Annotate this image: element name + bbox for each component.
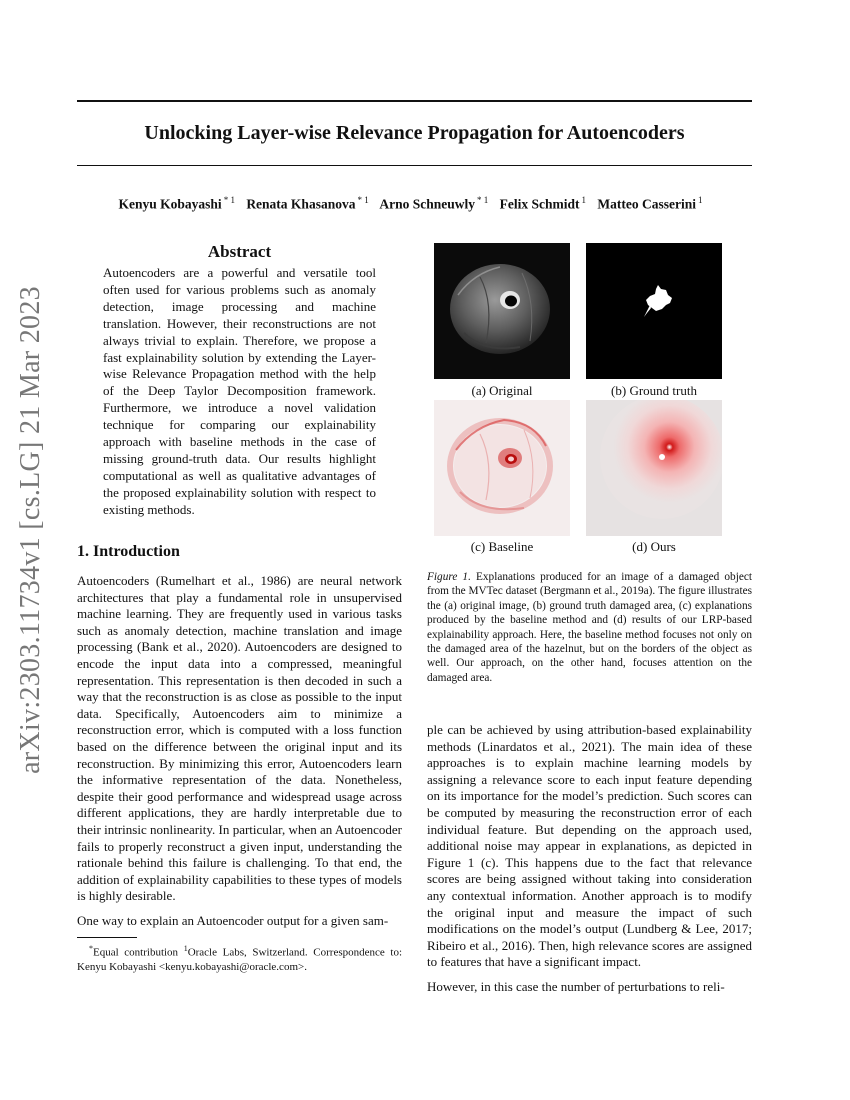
figure-caption-text: Explanations produced for an image of a damaged object from the MVTec dataset (Bergmann et al., 2019a). The figure illustrates the (a) original image, (b) ground truth damaged area, (c) explanations produced by the baseline method and (d) results of our LRP-based explainability approach. Here, the baseline method focuses not only on the damaged area of the hazelnut, but on the borders of the object as well. Our approach, on the other hand, focuses attention on the damaged area. — [427, 571, 752, 684]
abstract-text: Autoencoders are a powerful and versatile tool often used for various problems such as anomaly detection, image processing and machine translation. However, their reconstructions are not always trivial to explain. Therefore, we propose a fast explainability solution by extending the Layer-wise Relevance Propagation method with the help of the Deep Taylor Decomposition framework. Furthermore, we introduce a novel validation technique for comparing our explainability approach with baseline methods in the case of missing ground-truth data. Our results highlight computational as well as qualitative advantages of the proposed explainability solution with respect to existing methods. — [103, 265, 376, 517]
arxiv-side-stamp: arXiv:2303.11734v1 [cs.LG] 21 Mar 2023 — [15, 286, 46, 774]
footnote-mark: * — [89, 944, 93, 953]
author-list — [77, 195, 752, 213]
top-rule — [77, 100, 752, 102]
figure-panel-ground-truth — [586, 243, 722, 379]
paragraph: However, in this case the number of perturbations to reli- — [427, 978, 725, 994]
author-affiliation: 1 — [581, 195, 586, 205]
paper-title: Unlocking Layer-wise Relevance Propagation for Autoencoders — [144, 122, 685, 144]
figure-caption — [427, 570, 752, 685]
left-column-body — [77, 573, 402, 937]
section-heading: 1. Introduction — [77, 543, 180, 560]
author-name: Renata Khasanova — [246, 196, 356, 212]
paragraph: Autoencoders (Rumelhart et al., 1986) are neural network architectures that play a fundamental role in unsupervised machine learning. They are frequently used in various tasks such as anomaly detection, machine translation and image processing (Bank et al., 2020). Autoencoders are designed to encode the input data into a compressed, meaningful representation. This representation is then decoded in such a way that the reconstruction is as close as possible to the input data. Specifically, Autoencoders aim to minimize a reconstruction error, which is computed with a loss function based on the difference between the original input and its reconstruction. By minimizing this error, Autoencoders learn the informative representation of the data. Nonetheless, despite their good performance and widespread usage across different applications, they are hardly interpretable due to their intrinsic nonlinearity. In particular, when an Autoencoder fails to properly reconstruct a given input, understanding the rationale behind this failure is challenging. To that end, the addition of explainability capabilities to these types of models is highly desirable. — [77, 573, 402, 904]
figure-panel-ours — [586, 400, 722, 536]
footnote — [77, 942, 402, 974]
author-name: Arno Schneuwly — [379, 196, 475, 212]
figure-panel-label: (d) Ours — [632, 539, 676, 554]
footnote-text: Oracle Labs, Switzerland. Correspondence to: Kenyu Kobayashi <kenyu.kobayashi@oracle.com>. — [77, 946, 402, 973]
figure-panel-label: (b) Ground truth — [611, 383, 697, 398]
figure-panel-label: (c) Baseline — [470, 539, 534, 554]
footnote-rule — [77, 937, 137, 938]
paragraph: One way to explain an Autoencoder output for a given sam- — [77, 912, 389, 928]
author-name: Felix Schmidt — [499, 196, 580, 212]
figure-caption-label: Figure 1. — [427, 571, 471, 583]
right-column-body — [427, 722, 752, 1004]
figure-panel-original — [434, 243, 570, 379]
author-affiliation: * 1 — [357, 195, 369, 205]
figure-panel-label: (a) Original — [471, 383, 533, 398]
footnote-text: Equal contribution — [93, 946, 184, 959]
author-affiliation: 1 — [697, 195, 703, 205]
author-name: Kenyu Kobayashi — [118, 196, 222, 212]
author-affiliation: * 1 — [223, 195, 235, 205]
paragraph: ple can be achieved by using attribution-based explainability methods (Linardatos et al., 2021). The main idea of these approaches is to explain machine learning models by assigning a relevance score to each input feature depending on its importance for the model’s prediction. Such scores can be computed by measuring the reconstruction error of each individual feature. But depending on the approach used, additional noise may appear in explanations, as depicted in Figure 1 (c). This happens due to the fact that relevance scores are being assigned without taking into consideration any contextual information. Another approach is to modify the original input and measure the impact of such modifications on the model’s output (Lundberg & Lee, 2017; Ribeiro et al., 2016). Then, high relevance scores are assigned to features that have a significant impact. — [427, 722, 752, 970]
footnote-mark: 1 — [183, 944, 188, 953]
author-affiliation: * 1 — [476, 195, 489, 205]
title-bottom-rule — [77, 165, 752, 166]
abstract-heading: Abstract — [207, 242, 272, 261]
author-name: Matteo Casserini — [597, 196, 696, 212]
figure-panel-baseline — [434, 400, 570, 536]
